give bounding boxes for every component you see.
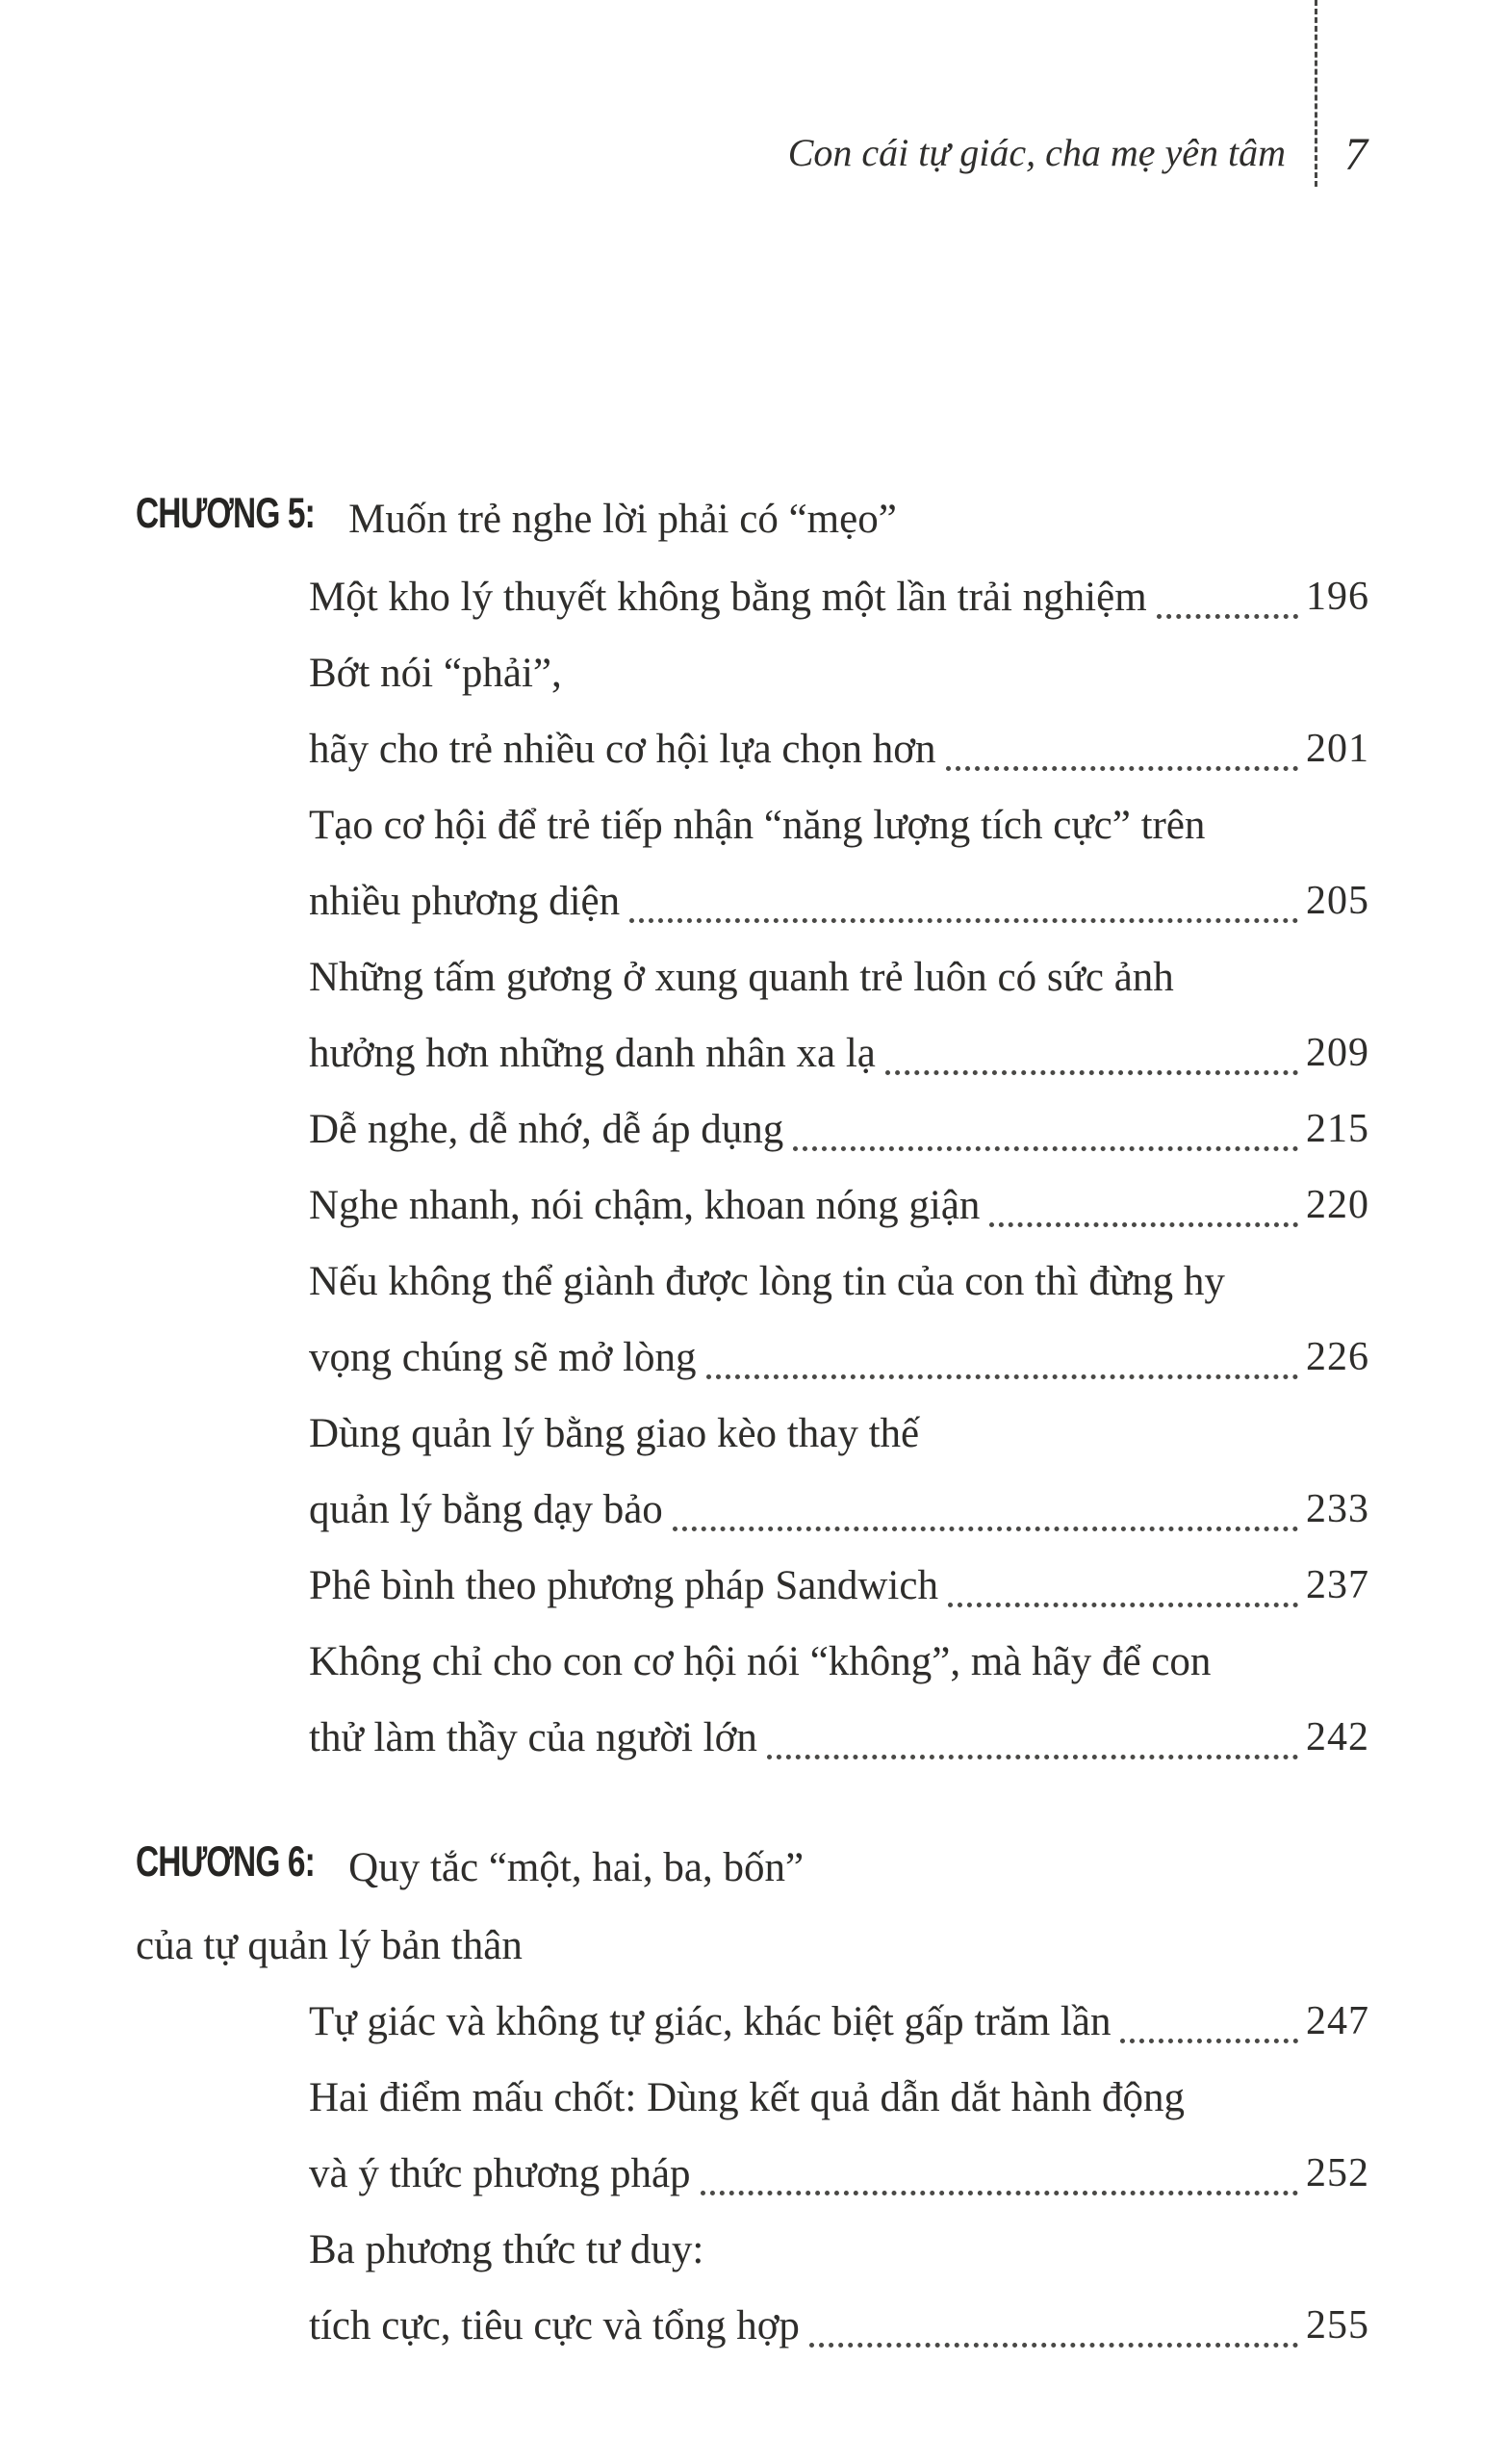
toc-entry-text: Ba phương thức tư duy: <box>309 2227 704 2272</box>
toc-entry-text: Không chỉ cho con cơ hội nói “không”, mà hãy để con <box>309 1639 1212 1684</box>
page-number: 7 <box>1344 129 1367 180</box>
chapter-6-heading <box>136 1830 1369 1908</box>
toc-entry <box>136 2288 1369 2364</box>
toc-entry <box>136 2136 1369 2212</box>
toc-page-number: 220 <box>1306 1183 1369 1227</box>
table-of-contents <box>136 481 1369 2364</box>
toc-entry-text: Dễ nghe, dễ nhớ, dễ áp dụng <box>309 1107 784 1152</box>
toc-entry-text: hưởng hơn những danh nhân xa lạ <box>309 1031 876 1076</box>
toc-entry <box>136 1015 1369 1091</box>
toc-entry <box>136 1984 1369 2060</box>
toc-entry <box>136 1548 1369 1624</box>
dot-leader <box>793 1146 1298 1151</box>
toc-entry-text: thử làm thầy của người lớn <box>309 1715 757 1760</box>
toc-entry <box>136 1624 1369 1700</box>
toc-entry-text: Phê bình theo phương pháp Sandwich <box>309 1563 938 1608</box>
toc-page-number: 247 <box>1306 1999 1369 2043</box>
toc-page-number: 209 <box>1306 1031 1369 1075</box>
dot-leader <box>673 1527 1298 1531</box>
dot-leader <box>706 1374 1298 1379</box>
toc-entry-text: nhiều phương diện <box>309 879 621 924</box>
toc-entry <box>136 1700 1369 1776</box>
toc-entry-text: tích cực, tiêu cực và tổng hợp <box>309 2303 800 2348</box>
dot-leader <box>809 2343 1298 2348</box>
chapter-6-label: CHƯƠNG 6: <box>136 1838 315 1886</box>
toc-entry <box>136 2212 1369 2288</box>
toc-entry-text: Tự giác và không tự giác, khác biệt gấp trăm lần <box>309 1999 1112 2044</box>
chapter-5-title: Muốn trẻ nghe lời phải có “mẹo” <box>348 497 897 542</box>
toc-entry-text: Những tấm gương ở xung quanh trẻ luôn có sức ảnh <box>309 955 1174 1000</box>
toc-entry-text: Hai điểm mấu chốt: Dùng kết quả dẫn dắt hành động <box>309 2075 1185 2120</box>
toc-entry <box>136 635 1369 711</box>
chapter-5-label: CHƯƠNG 5: <box>136 490 315 538</box>
toc-entry-text: hãy cho trẻ nhiều cơ hội lựa chọn hơn <box>309 727 936 772</box>
toc-entry <box>136 1091 1369 1168</box>
toc-entry <box>136 939 1369 1015</box>
toc-entry <box>136 1244 1369 1320</box>
dot-leader <box>1120 2039 1298 2043</box>
dot-leader <box>701 2191 1298 2195</box>
toc-entry-text: Tạo cơ hội để trẻ tiếp nhận “năng lượng tích cực” trên <box>309 803 1206 848</box>
dot-leader <box>989 1222 1298 1227</box>
toc-page-number: 233 <box>1306 1487 1369 1531</box>
running-head <box>788 0 1367 187</box>
toc-page-number: 205 <box>1306 879 1369 923</box>
toc-entry <box>136 1472 1369 1548</box>
toc-entry-text: Nghe nhanh, nói chậm, khoan nóng giận <box>309 1183 981 1228</box>
toc-entry <box>136 1320 1369 1396</box>
toc-entry <box>136 559 1369 635</box>
toc-entry-text: và ý thức phương pháp <box>309 2151 691 2196</box>
toc-page-number: 201 <box>1306 727 1369 771</box>
toc-entry-text: Nếu không thể giành được lòng tin của con thì đừng hy <box>309 1259 1225 1304</box>
toc-entry-text: Một kho lý thuyết không bằng một lần trải nghiệm <box>309 575 1147 620</box>
dashed-divider <box>1315 0 1317 187</box>
toc-page-number: 255 <box>1306 2303 1369 2348</box>
toc-entry <box>136 711 1369 787</box>
dot-leader <box>885 1070 1298 1075</box>
running-head-title: Con cái tự giác, cha mẹ yên tâm <box>787 131 1286 174</box>
toc-entry <box>136 1396 1369 1472</box>
toc-entry-text: vọng chúng sẽ mở lòng <box>309 1335 697 1380</box>
chapter-6-title: Quy tắc “một, hai, ba, bốn” <box>348 1845 805 1890</box>
toc-entry-text: quản lý bằng dạy bảo <box>309 1487 663 1532</box>
dot-leader <box>767 1755 1298 1759</box>
toc-entry-text: Bớt nói “phải”, <box>309 651 562 696</box>
toc-page-number: 252 <box>1306 2151 1369 2195</box>
toc-page-number: 196 <box>1306 575 1369 619</box>
toc-page-number: 226 <box>1306 1335 1369 1379</box>
dot-leader <box>948 1603 1298 1607</box>
dot-leader <box>946 766 1299 771</box>
toc-page-number: 237 <box>1306 1563 1369 1607</box>
dot-leader <box>629 918 1298 923</box>
toc-entry <box>136 1168 1369 1244</box>
chapter-5-heading <box>136 481 1369 559</box>
toc-entry <box>136 2060 1369 2136</box>
toc-entry <box>136 787 1369 863</box>
chapter-6-title-continuation: của tự quản lý bản thân <box>136 1923 523 1968</box>
toc-page-number: 215 <box>1306 1107 1369 1151</box>
toc-entry <box>136 863 1369 939</box>
dot-leader <box>1157 614 1298 619</box>
toc-page-number: 242 <box>1306 1715 1369 1759</box>
toc-entry-text: Dùng quản lý bằng giao kèo thay thế <box>309 1411 920 1456</box>
